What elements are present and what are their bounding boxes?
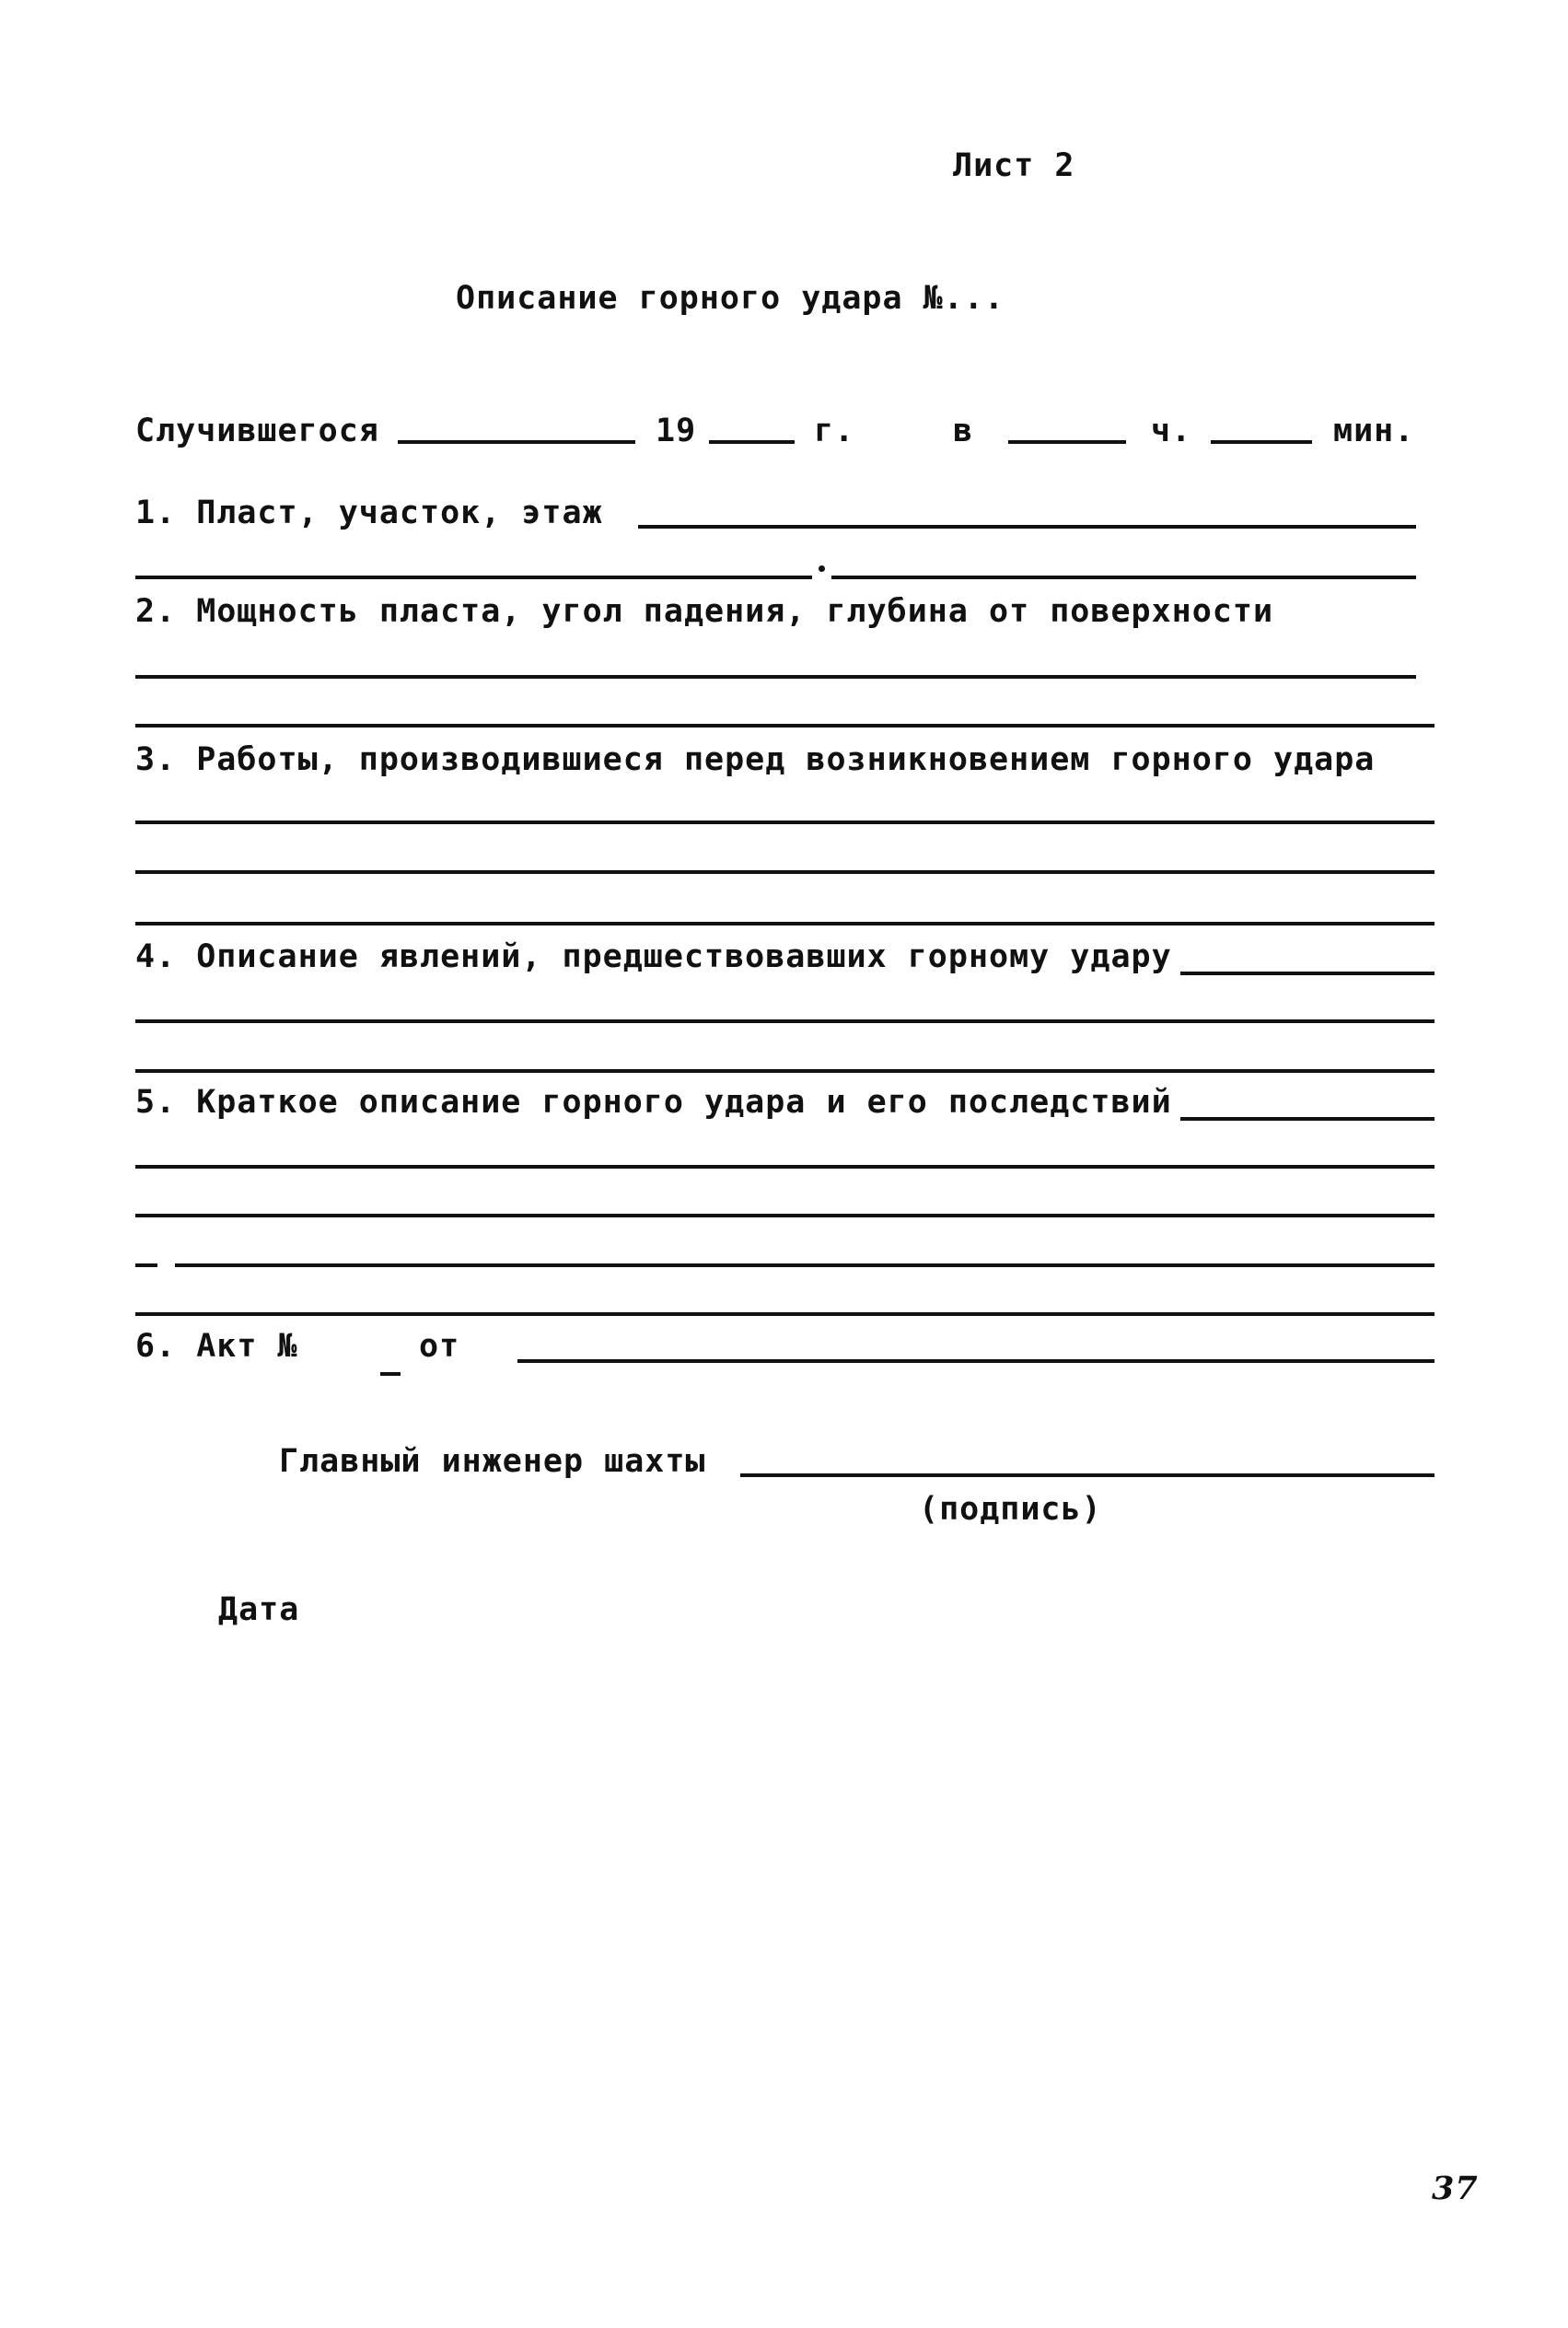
- item-2-field-2[interactable]: [135, 724, 1434, 728]
- signature-label: Главный инженер шахты: [279, 1443, 706, 1480]
- signature-caption: (подпись): [919, 1491, 1102, 1528]
- item-4-field-inline[interactable]: [1180, 972, 1434, 975]
- item-2-field-1[interactable]: [135, 675, 1416, 679]
- act-date-field[interactable]: [517, 1359, 1434, 1363]
- hours-field[interactable]: [1008, 440, 1126, 444]
- item-3-field-1[interactable]: [135, 821, 1434, 824]
- item-1-field-line-2b[interactable]: [831, 576, 1416, 579]
- item-5-field-5[interactable]: [135, 1312, 1434, 1316]
- item-5-label: 5. Краткое описание горного удара и его последствий: [135, 1084, 1172, 1121]
- occurred-label: Случившегося: [135, 413, 379, 449]
- date-label: Дата: [218, 1591, 300, 1628]
- item-5-field-2[interactable]: [135, 1165, 1434, 1169]
- minutes-label: мин.: [1333, 413, 1415, 449]
- signature-field[interactable]: [740, 1473, 1434, 1477]
- item-4-field-3[interactable]: [135, 1069, 1434, 1073]
- act-number-field[interactable]: [380, 1372, 401, 1376]
- item-5-field-3[interactable]: [135, 1214, 1434, 1217]
- page-number: 37: [1432, 2170, 1479, 2207]
- item-4-field-2[interactable]: [135, 1019, 1434, 1023]
- sheet-label: Лист 2: [953, 147, 1075, 184]
- item-1-field-line-2a[interactable]: [135, 576, 812, 579]
- year-prefix: 19: [656, 413, 697, 449]
- year-field[interactable]: [709, 440, 795, 444]
- item-1-field[interactable]: [638, 525, 1416, 529]
- item-6-from: от: [419, 1328, 460, 1365]
- form-title: Описание горного удара №...: [456, 280, 1005, 317]
- item-1-separator-dot: [819, 565, 825, 572]
- item-1-label: 1. Пласт, участок, этаж: [135, 495, 603, 531]
- item-5-field-4a[interactable]: [135, 1263, 157, 1267]
- item-5-field-4b[interactable]: [175, 1263, 1434, 1267]
- day-month-field[interactable]: [398, 440, 635, 444]
- minutes-field[interactable]: [1211, 440, 1312, 444]
- item-3-field-3[interactable]: [135, 922, 1434, 925]
- item-3-label: 3. Работы, производившиеся перед возникновением горного удара: [135, 741, 1376, 778]
- item-3-field-2[interactable]: [135, 870, 1434, 874]
- item-4-label: 4. Описание явлений, предшествовавших горному удару: [135, 938, 1172, 975]
- item-2-label: 2. Мощность пласта, угол падения, глубина от поверхности: [135, 593, 1274, 630]
- year-suffix: г.: [814, 413, 855, 449]
- item-6-label: 6. Акт №: [135, 1328, 298, 1365]
- at-label: в: [953, 413, 974, 449]
- hours-label: ч.: [1151, 413, 1192, 449]
- item-5-field-inline[interactable]: [1180, 1117, 1434, 1121]
